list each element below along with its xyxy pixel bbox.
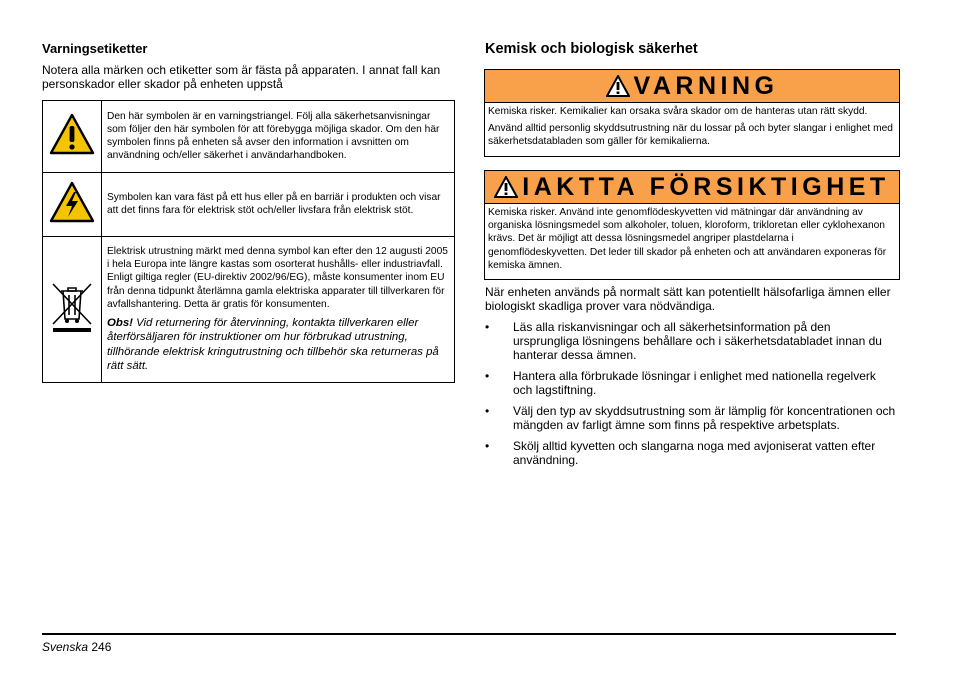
icon-cell bbox=[43, 237, 102, 383]
warning-triangle-icon bbox=[494, 176, 518, 198]
bullet-mark: • bbox=[485, 369, 490, 383]
note-label: Obs! bbox=[107, 317, 133, 330]
symbol-description: Symbolen kan vara fäst på ett hus eller på en barriär i produkten och visar att det finns fara för elektrisk stöt och/eller livsfara från elektrisk stöt. bbox=[102, 173, 455, 237]
footer-divider bbox=[42, 633, 896, 635]
note-body: Vid returnering för återvinning, kontakta tillverkaren eller återförsäljaren för instruktioner om hur förbrukad utrustning, tillhörande elektrisk kringutrustning och tillbehör ska returneras på rätt sätt. bbox=[107, 317, 439, 372]
list-item-text: Hantera alla förbrukade lösningar i enlighet med nationella regelverk och lagstiftning. bbox=[513, 369, 876, 397]
symbol-table bbox=[42, 100, 455, 383]
bullet-mark: • bbox=[485, 404, 490, 418]
list-item bbox=[485, 404, 897, 432]
warning-triangle-icon bbox=[49, 113, 95, 155]
icon-cell bbox=[43, 173, 102, 237]
crossed-bin-icon bbox=[49, 281, 95, 333]
intro-paragraph: När enheten används på normalt sätt kan potentiellt hälsofarliga ämnen eller biologiskt skadliga prover vara nödvändiga. bbox=[485, 285, 891, 313]
page-footer bbox=[42, 640, 111, 654]
caution-box bbox=[484, 170, 900, 280]
intro-text: Notera alla märken och etiketter som är fästa på apparaten. I annat fall kan personskador eller skador på enheten uppstå bbox=[42, 63, 441, 91]
warning-body bbox=[485, 103, 899, 156]
warning-title: VARNING bbox=[633, 71, 779, 100]
warning-text: Kemiska risker. Kemikalier kan orsaka svåra skador om de hanteras utan rätt skydd. bbox=[488, 106, 868, 117]
bullet-list bbox=[485, 320, 897, 474]
section-heading-chemical-safety: Kemisk och biologisk säkerhet bbox=[485, 41, 698, 57]
warning-banner bbox=[485, 70, 899, 103]
caution-text: Kemiska risker. Använd inte genomflödeskyvetten vid mätningar där användning av organiska lösningsmedel som alkoholer, toluen, kloroform, trikloretan eller cyklohexanon krävs. Det är möjligt att dessa lösningsmedel angriper plastdelarna i genomflödeskyvetten. Det leder till skador på enheten och att användaren exponeras för kemiska ämnen. bbox=[488, 207, 887, 271]
warning-box bbox=[484, 69, 900, 157]
table-row bbox=[43, 173, 455, 237]
symbol-description: Den här symbolen är en varningstriangel. Följ alla säkerhetsanvisningar som följer den här symbolen för att förebygga möjliga skador. Om den här symbolen finns på enheten så avser den information i avsnitten om användning och/eller säkerhet i användarhandboken. bbox=[102, 101, 455, 173]
icon-cell bbox=[43, 101, 102, 173]
footer-language: Svenska bbox=[42, 640, 89, 654]
caution-banner bbox=[485, 171, 899, 204]
warning-triangle-icon bbox=[606, 75, 630, 97]
table-row bbox=[43, 237, 455, 383]
list-item bbox=[485, 439, 897, 467]
page-number: 246 bbox=[91, 640, 112, 654]
list-item-text: Läs alla riskanvisningar och all säkerhetsinformation på den ursprungliga lösningens behållare och i säkerhetsdatabladet innan du hanterar dessa ämnen. bbox=[513, 320, 882, 362]
note-text bbox=[107, 316, 450, 373]
list-item-text: Välj den typ av skyddsutrustning som är lämplig för koncentrationen och mängden av farligt ämne som finns på respektive arbetsplats. bbox=[513, 404, 896, 432]
symbol-description: Elektrisk utrustning märkt med denna symbol kan efter den 12 augusti 2005 i hela Europa inte längre kastas som osorterat hushålls- eller industriavfall. Enligt giltiga regler (EU-direktiv 2002/96/EG), måste konsumenter inom EU från denna tidpunkt återlämna gamla elektriska apparater till tillverkaren för avfallshantering. Detta är gratis för konsumenten. bbox=[107, 246, 448, 310]
electrical-hazard-icon bbox=[49, 181, 95, 223]
list-item bbox=[485, 369, 897, 397]
table-row bbox=[43, 101, 455, 173]
list-item-text: Skölj alltid kyvetten och slangarna noga med avjoniserat vatten efter användning. bbox=[513, 439, 876, 467]
bullet-mark: • bbox=[485, 320, 490, 334]
list-item bbox=[485, 320, 897, 362]
section-heading-warning-labels: Varningsetiketter bbox=[42, 41, 148, 56]
symbol-description-cell bbox=[102, 237, 455, 383]
caution-body bbox=[485, 204, 899, 279]
warning-text: Använd alltid personlig skyddsutrustning när du lossar på och byter slangar i enlighet med säkerhetsdatabladen som gäller för kemikalierna. bbox=[488, 123, 893, 148]
bullet-mark: • bbox=[485, 439, 490, 453]
caution-title: IAKTTA FÖRSIKTIGHET bbox=[522, 172, 890, 201]
